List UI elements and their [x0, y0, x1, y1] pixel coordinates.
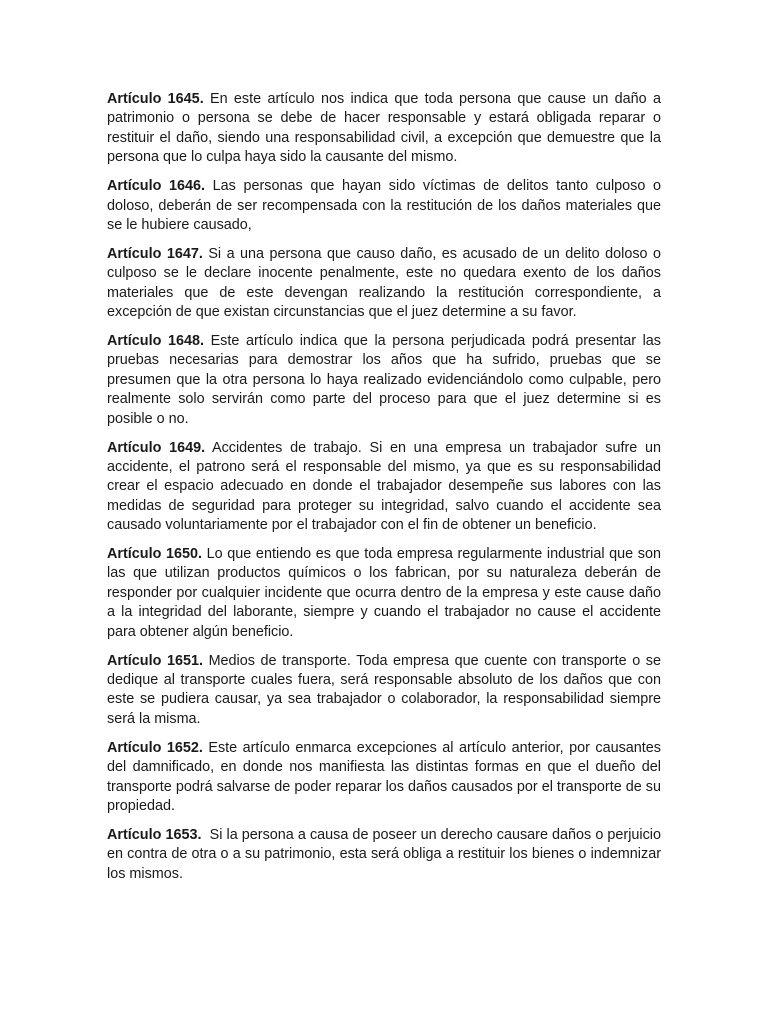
article-heading: Artículo 1647.: [107, 245, 203, 262]
article-body: Este artículo indica que la persona perjudicada podrá presentar las pruebas necesarias para demostrar los años que ha sufrido, pruebas que se presumen que la otra persona lo haya realizado evidenciándolo como culpable, pero realmente solo servirán como parte del proceso para que el juez determine si es posible o no.: [107, 332, 662, 427]
article-body: Las personas que hayan sido víctimas de delitos tanto culposo o doloso, deberán de ser recompensada con la restitución de los daños materiales que se le hubiere causado,: [107, 178, 661, 233]
article-1651: [107, 652, 661, 730]
article-1652: [107, 739, 661, 817]
article-body: Si a una persona que causo daño, es acusado de un delito doloso o culposo se le declare inocente penalmente, este no quedara exento de los daños materiales que de este devengan realizando la restitución correspondiente, a excepción de que existan circunstancias que el juez determine a su favor.: [107, 245, 661, 321]
article-body: Este artículo enmarca excepciones al artículo anterior, por causantes del damnificado, en donde nos manifiesta las distintas formas en que el dueño del transporte podrá salvarse de poder reparar los daños causados por el transporte de su propiedad.: [107, 739, 661, 814]
article-heading: Artículo 1646.: [107, 178, 206, 195]
article-heading: Artículo 1650.: [107, 546, 203, 563]
article-body: Si la persona a causa de poseer un derecho causare daños o perjuicio en contra de otra o a su patrimonio, esta será obliga a restituir los bienes o indemnizar los mismos.: [107, 826, 662, 882]
article-1653: [107, 826, 661, 884]
article-1648: [107, 332, 661, 429]
article-heading: Artículo 1645.: [107, 91, 204, 107]
article-1650: [107, 545, 661, 642]
article-heading: Artículo 1651.: [107, 652, 203, 669]
article-heading: Artículo 1649.: [107, 439, 206, 456]
article-1645: [107, 90, 661, 168]
article-1647: [107, 245, 661, 323]
article-heading: Artículo 1648.: [107, 332, 204, 349]
article-body: En este artículo nos indica que toda persona que cause un daño a patrimonio o persona se debe de hacer responsable y estará obligada reparar o restituir el daño, siendo una responsabilidad civil, a excepción que demuestre que la persona que lo culpa haya sido la causante del mismo.: [107, 91, 661, 166]
article-body: Accidentes de trabajo. Si en una empresa un trabajador sufre un accidente, el patrono será el responsable del mismo, ya que es su responsabilidad crear el espacio adecuado en donde el trabajador desempeñe sus labores con las medidas de seguridad para proteger su integridad, salvo cuando el accidente sea causado voluntariamente por el trabajador con el fin de obtener un beneficio.: [107, 439, 661, 534]
article-body: Medios de transporte. Toda empresa que cuente con transporte o se dedique al transporte cuales fuera, será responsable absoluto de los daños que con este se pudiera causar, ya sea trabajador o colaborador, la responsabilidad siempre será la misma.: [107, 652, 661, 727]
article-heading: Artículo 1653.: [107, 826, 202, 843]
article-1646: [107, 177, 661, 235]
article-body: Lo que entiendo es que toda empresa regularmente industrial que son las que utilizan productos químicos o los fabrican, por su naturaleza deberán de responder por cualquier incidente que ocurra dentro de la empresa y este cause daño a la integridad del laborante, siempre y cuando el trabajador no cause el accidente para obtener algún beneficio.: [107, 546, 661, 640]
document-page: [107, 90, 661, 894]
article-1649: [107, 439, 661, 536]
article-heading: Artículo 1652.: [107, 739, 203, 756]
